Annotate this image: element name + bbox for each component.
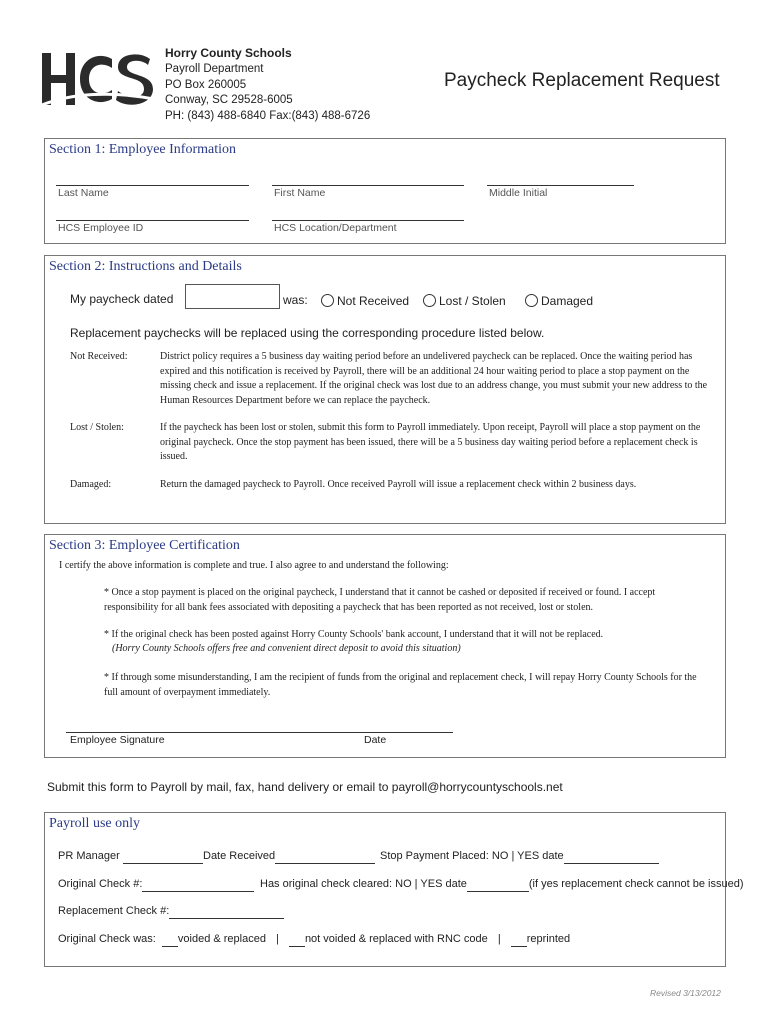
signature-line[interactable] [66, 732, 453, 733]
bullet-overpayment: * If through some misunderstanding, I am the recipient of funds from the original and replacement check, I will repay Horry County Schools for the full amount of overpayment immediately. [104, 672, 697, 698]
date-label: Date [364, 734, 387, 746]
middle-initial-label: Middle Initial [489, 187, 548, 199]
radio-damaged[interactable] [525, 294, 593, 308]
radio-damaged-label: Damaged [541, 294, 594, 308]
separator: | [497, 933, 501, 945]
pr-manager-label: PR Manager [58, 850, 120, 862]
middle-initial-field[interactable] [487, 185, 634, 186]
radio-circle-icon [321, 294, 334, 307]
item-text-damaged: Return the damaged paycheck to Payroll. Once received Payroll will issue a replacement check within 2 business days. [160, 479, 637, 490]
date-received-label: Date Received [203, 850, 276, 862]
section1-title: Section 1: Employee Information [49, 142, 237, 157]
replacement-label: Replacement Check #: [58, 905, 170, 917]
po-box: PO Box 260005 [165, 79, 247, 91]
bullet-posted: * If the original check has been posted against Horry County Schools' bank account, I understand that it will not be replaced. [104, 629, 604, 640]
stop-payment-date-field[interactable] [564, 851, 659, 864]
city: Conway, SC 29528-6005 [165, 94, 293, 106]
location-field[interactable] [272, 220, 464, 221]
not-voided-blank[interactable] [289, 934, 305, 947]
signature-label: Employee Signature [70, 734, 165, 746]
first-name-label: First Name [274, 187, 326, 199]
item-label-damaged: Damaged: [70, 479, 112, 490]
submit-instructions: Submit this form to Payroll by mail, fax, hand delivery or email to payroll@horrycountyschools.net [47, 780, 563, 794]
phone: PH: (843) 488-6840 Fax:(843) 488-6726 [165, 110, 371, 122]
reprinted-blank[interactable] [511, 934, 527, 947]
stop-payment-label: Stop Payment Placed: NO | YES date [380, 850, 564, 862]
hcs-logo [42, 45, 154, 117]
voided-label: voided & replaced [177, 933, 266, 945]
date-received-row [203, 850, 375, 864]
radio-circle-icon [423, 294, 436, 307]
date-received-field[interactable] [275, 851, 375, 864]
orig-check-field[interactable] [142, 879, 254, 892]
bullet-posted-note: (Horry County Schools offers free and convenient direct deposit to avoid this situation) [112, 643, 461, 654]
replacement-field[interactable] [169, 906, 284, 919]
location-label: HCS Location/Department [274, 222, 397, 234]
employee-id-label: HCS Employee ID [58, 222, 144, 234]
first-name-field[interactable] [272, 185, 464, 186]
radio-not-received-label: Not Received [337, 294, 410, 308]
cleared-date-field[interactable] [467, 879, 529, 892]
not-voided-label: not voided & replaced with RNC code [304, 933, 488, 945]
orig-check-row [58, 878, 254, 892]
last-name-label: Last Name [58, 187, 109, 199]
dept-name: Payroll Department [165, 63, 264, 75]
item-text-not-received: District policy requires a 5 business day waiting period before an undelivered paycheck can be replaced. Once the waiting period has expired and this notification is received by Payroll, there will be an additional 24 hour waiting period to place a stop payment on the missing check and issue a replacement. If the original check was lost due to an address change, you must submit your new address to the Human Resources Department before we can replace the paycheck. [160, 351, 708, 406]
cleared-row [260, 878, 743, 892]
reprinted-label: reprinted [526, 933, 571, 945]
pr-manager-field[interactable] [123, 851, 203, 864]
paycheck-date-input[interactable] [185, 284, 280, 309]
orig-check-was-row [58, 933, 570, 947]
orig-check-label: Original Check #: [58, 878, 143, 890]
radio-circle-icon [525, 294, 538, 307]
pr-manager-row [58, 850, 203, 864]
payroll-title: Payroll use only [49, 816, 140, 831]
bullet-stop-payment: * Once a stop payment is placed on the original paycheck, I understand that it cannot be cashed or deposited if received or found. I accept responsibility for all bank fees associated with depositing a paycheck that has been reported as not received, lost or stolen. [104, 587, 656, 613]
item-label-not-received: Not Received: [70, 351, 128, 362]
orig-check-was-label: Original Check was: [58, 933, 156, 945]
voided-blank[interactable] [162, 934, 178, 947]
procedure-intro: Replacement paychecks will be replaced using the corresponding procedure listed below. [70, 326, 545, 340]
dated-label: My paycheck dated [70, 292, 174, 306]
was-label: was: [283, 293, 308, 307]
section3-title: Section 3: Employee Certification [49, 538, 240, 553]
separator: | [276, 933, 279, 945]
radio-lost-stolen[interactable] [423, 294, 506, 308]
radio-not-received[interactable] [321, 294, 409, 308]
employee-id-field[interactable] [56, 220, 249, 221]
section2-title: Section 2: Instructions and Details [49, 259, 242, 274]
revised-date: Revised 3/13/2012 [650, 988, 721, 998]
item-label-lost: Lost / Stolen: [70, 422, 124, 433]
radio-lost-stolen-label: Lost / Stolen [439, 294, 506, 308]
stop-payment-row [380, 850, 659, 864]
cleared-label: Has original check cleared: NO | YES date [260, 878, 467, 890]
page-title: Paycheck Replacement Request [444, 70, 720, 91]
certify-intro: I certify the above information is complete and true. I also agree to and understand the following: [59, 560, 449, 571]
last-name-field[interactable] [56, 185, 249, 186]
replacement-row [58, 905, 284, 919]
org-name: Horry County Schools [165, 46, 292, 60]
cleared-note: (if yes replacement check cannot be issued) [528, 878, 744, 890]
item-text-lost: If the paycheck has been lost or stolen, submit this form to Payroll immediately. Upon receipt, Payroll will place a stop payment on the original paycheck. Once the stop payment has been issued, there will be a 5 business day waiting period before a replacement check is issued. [160, 422, 701, 462]
